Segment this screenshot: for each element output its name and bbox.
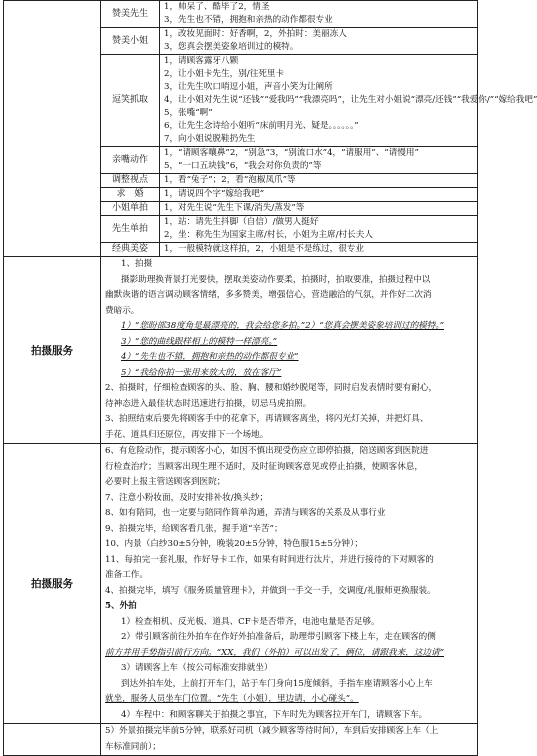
phrase-line: 2，坐：称先生为国家主席/村长，小姐为主席/村长夫人 xyxy=(164,230,373,240)
section-line: 6、有危险动作，提示顾客小心，如因不慎出现受伤应立即停拍摄，陪送顾客到医院进 xyxy=(105,446,429,456)
section-line: 2）带引顾客前往外拍车在作好外拍准备后，助理带引顾客下楼上车，走在顾客的侧 xyxy=(121,632,436,642)
section-line: 5、外拍 xyxy=(105,601,137,611)
section-line: 就坐，服务人员坐车门位置。“先生（小姐），里边请，小心碰头”。 xyxy=(105,694,359,704)
section-line: 到达外拍车处，上前打开车门，站于车门身向15度倾斜，手指车座请顾客小心上车 xyxy=(121,678,433,689)
section-line: 3）“您的曲线跟样相上的模特一样漂亮。” xyxy=(121,336,278,347)
section-line: 5）外景拍摄完毕前5分钟，联系好司机（减少顾客等待时间），车到后安排顾客上车（上 xyxy=(105,726,439,736)
section-title xyxy=(4,724,101,756)
service-table xyxy=(3,0,537,756)
phrase-line: 4，让小姐对先生说“还钱”“爱我吗”“我漂亮吗”，让先生对小姐说“漂亮/还钱”“我爱你/”“嫁给我吧” xyxy=(164,95,537,105)
section-content xyxy=(101,444,478,724)
phrase-line: 3，先生也不错，拥抱和亲热的动作都很专业 xyxy=(164,15,333,25)
section-line: 车标准同前）； xyxy=(105,741,161,752)
phrase-content xyxy=(160,188,478,202)
phrase-content xyxy=(160,202,478,216)
section-title: 拍摄服务 xyxy=(4,444,101,724)
phrase-content xyxy=(160,1,478,28)
phrase-line: 1，帅呆了、酷毕了2，情圣 xyxy=(164,2,270,12)
section-line: 4）车程中：和顾客聊关于拍摄之事宜，下车时先为顾客拉开车门，请顾客下车。 xyxy=(121,709,428,720)
phrase-content xyxy=(160,243,478,257)
section-line: 4）“先生也不错，拥抱和亲热的动作都很专业” xyxy=(121,352,299,362)
phrase-line: 1，看“兔子”；2，看“泡椒凤爪”等 xyxy=(164,175,296,185)
section-line: 1、拍摄 xyxy=(121,259,153,269)
phrase-line: 1，请说四个字“嫁给我吧” xyxy=(164,189,265,199)
phrase-line: 3，让先生吹口哨逗小姐，声音小笑为让阐所 xyxy=(164,82,333,92)
phrase-category: 逗笑抓取 xyxy=(101,55,160,147)
section-label-cell xyxy=(4,1,101,257)
section-line: 5）“我给你拍一张用来放大的，放在客厅” xyxy=(121,367,282,378)
section-line: 9、拍摄完毕，给顾客看几张，握手道“辛苦”； xyxy=(105,523,283,534)
phrase-line: 5，张嘴“啊” xyxy=(164,108,213,118)
section-line: 费暗示。 xyxy=(105,305,140,316)
phrase-category: 赞美先生 xyxy=(101,1,160,28)
phrase-line: 1，站：请先生抖脚（自信）/做男人挺好 xyxy=(164,217,319,227)
phrase-category: 先生单拍 xyxy=(101,216,160,243)
section-content xyxy=(101,257,478,444)
phrase-line: 6，让先生念诗给小姐听“床前明月光、疑是。。。。。。” xyxy=(164,121,359,131)
section-line: 待神态进入最佳状态时迅速进行拍摄，切忌马虎拍照。 xyxy=(105,398,312,409)
section-line: 幽默诙谐的语言调动顾客情绪，多多赞美，增强信心，营造融洽的气氛，并作好二次消 xyxy=(105,290,432,300)
service-section-row xyxy=(4,257,478,444)
section-line: 1）“您盼部38度角是最漂亮的，我会给您多拍。”2）“您真会摆美姿象培训过的模特。” xyxy=(121,321,445,331)
phrase-category: 赞美小姐 xyxy=(101,28,160,55)
section-line: 手花、道具归还原位，再安排下一个场地。 xyxy=(105,429,269,440)
phrase-category: 经典美姿 xyxy=(101,243,160,257)
phrase-category: 调整视点 xyxy=(101,174,160,188)
phrase-line: 1，一般模特就这样拍，2，小姐是不是练过，很专业 xyxy=(164,244,364,254)
phrase-content xyxy=(160,147,478,174)
section-line: 3）请顾客上车（按公司标准安排就坐） xyxy=(121,663,273,673)
phrase-line: 7，向小姐说脱鞋扔先生 xyxy=(164,134,256,144)
section-line: 11、每拍完一套礼服，作好导卡工作，如果有时间进行汰片，并进行接待的下对顾客的 xyxy=(105,554,434,565)
phrase-line: 2，让小姐卡先生，别/往死里卡 xyxy=(164,69,285,79)
phrase-content xyxy=(160,174,478,188)
phrase-content xyxy=(160,216,478,243)
phrase-content xyxy=(160,55,537,147)
phrase-content xyxy=(160,28,478,55)
section-line: 7、注意小粉妆面，及时安排补妆/换头纱； xyxy=(105,492,269,503)
section-line: 前方并用手势指引前行方向。“XX，我们（外拍）可以出发了，俩位，请跟我来，这边请” xyxy=(105,647,444,658)
section-line: 3、拍照结束后要先将顾客手中的花拿下，再请顾客离坐，将闪光灯关掉，并把灯具、 xyxy=(105,414,429,424)
section-title: 拍摄服务 xyxy=(4,257,101,444)
phrase-row xyxy=(4,1,478,28)
section-line: 准备工作。 xyxy=(105,570,148,580)
phrase-category: 求 婚 xyxy=(101,188,160,202)
phrase-line: 5，“一口五块钱”6，“我会对你负责的”等 xyxy=(164,161,322,171)
section-line: 1）检查相机、反光板、道具、CF卡是否带齐，电池电量是否足够。 xyxy=(121,616,380,627)
section-line: 8、如有陪同，也一定要与陪同作简单沟通，弄清与顾客的关系及从事行业 xyxy=(105,508,386,518)
section-line: 行检查治疗；当顾客出现生理不适时，及时征询顾客意见或停止拍摄，使顾客休息， xyxy=(105,461,423,472)
phrase-category: 亲嘴动作 xyxy=(101,147,160,174)
phrase-line: 1，改妆见面时：好香啊，2，外拍时：美丽冻人 xyxy=(164,29,347,39)
phrase-line: 1，“请顾客嚷鼻”2，“别急”3，“别流口水”4，“请服用”、“请慢用” xyxy=(164,148,419,158)
section-line: 10、内景（白纱30±5分钟，晚装20±5分钟，特色服15±5分钟）； xyxy=(105,539,363,549)
section-line: 2、拍摄时，仔细检查顾客的头、脸、胸、腰和婚纱脱尾等，同时启发表情时要有耐心， xyxy=(105,383,438,393)
section-line: 必要时上报主管送顾客到医院； xyxy=(105,477,226,487)
phrase-category: 小姐单拍 xyxy=(101,202,160,216)
section-line: 摄影助理换背景打光要快，摆取美姿动作要柔，拍摄时，拍取要准，拍摄过程中以 xyxy=(121,274,431,285)
section-line: 4、拍摄完毕，填写《服务质量管理卡》，并做到一手交一手，交调度/礼服师更换服装。 xyxy=(105,585,436,596)
service-section-row xyxy=(4,724,478,756)
section-content xyxy=(101,724,478,756)
phrase-line: 1，请顾客露牙八颗 xyxy=(164,56,239,66)
phrase-line: 3，您真会摆美姿象培训过的模特。 xyxy=(164,42,299,52)
service-section-row xyxy=(4,444,478,724)
phrase-line: 1，对先生说“先生下课/消失/蒸发”等 xyxy=(164,203,305,213)
